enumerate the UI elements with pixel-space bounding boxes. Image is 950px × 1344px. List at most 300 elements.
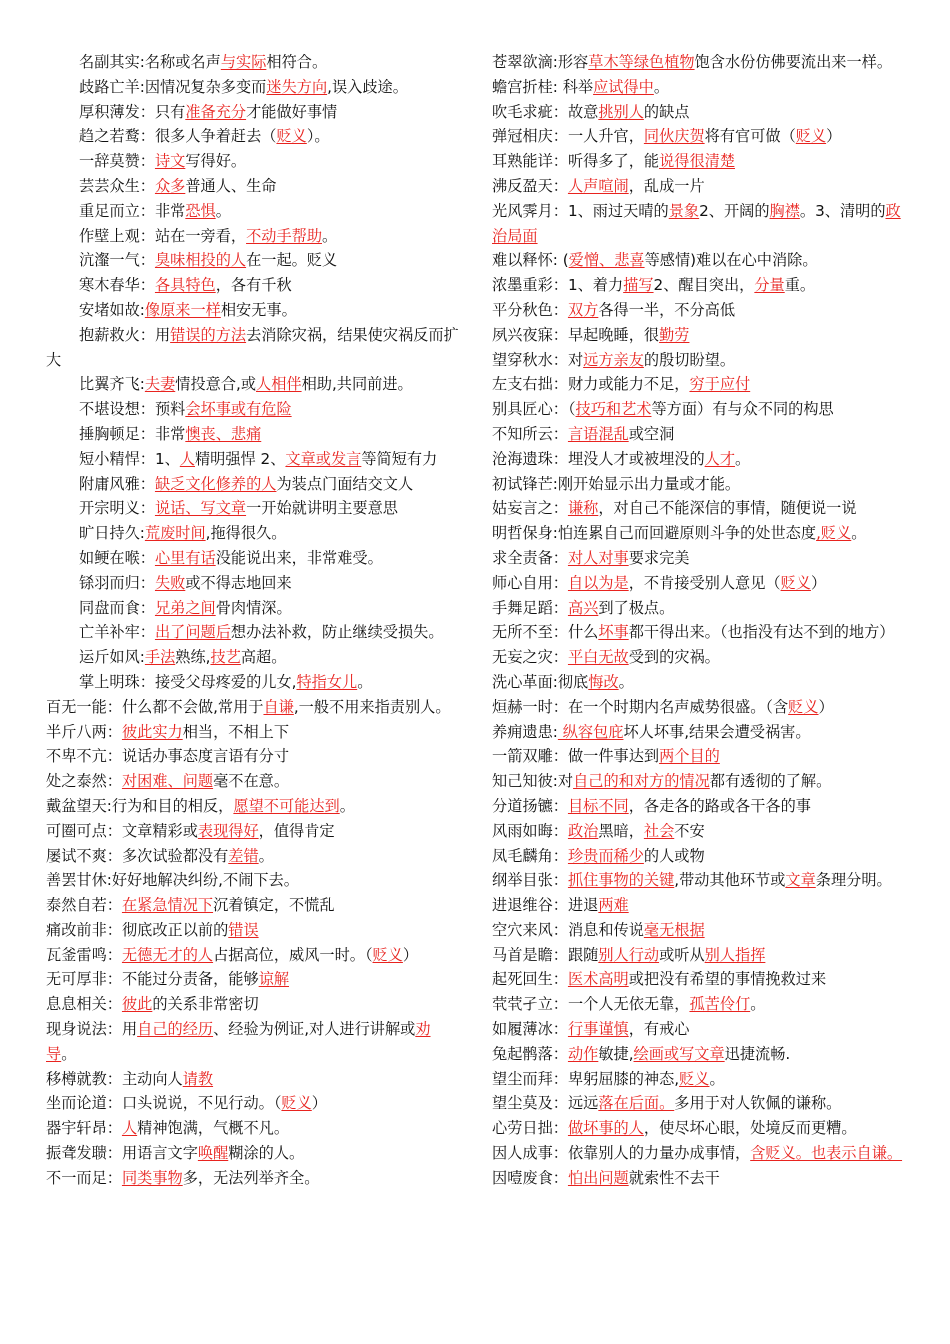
idiom-entry (492, 967, 905, 992)
idiom-term-and-definition: 知己知彼:对 (492, 772, 574, 791)
idiom-term-and-definition: 亡羊补牢： (79, 623, 155, 642)
idiom-term-and-definition: 可圈可点：文章精彩或 (46, 821, 198, 840)
definition-text: ，各走各的路或各干各的事 (628, 796, 811, 815)
definition-text: 去消除灾祸，结果使灾祸反而扩大 (46, 325, 459, 369)
definition-text: 。 (735, 449, 751, 468)
highlighted-keyword: 失败 (154, 573, 186, 592)
idiom-entry (46, 596, 459, 621)
idiom-entry (46, 992, 459, 1017)
idiom-entry (492, 546, 905, 571)
highlighted-keyword: 分量 (754, 276, 785, 295)
definition-text: 坏人坏事,结果会遭受祸害。 (623, 722, 811, 741)
idiom-entry (46, 1091, 459, 1116)
highlighted-keyword: 会坏事或有危险 (185, 400, 292, 419)
idiom-term-and-definition: 捶胸顿足：非常 (79, 424, 186, 443)
definition-text: ） (818, 697, 834, 716)
highlighted-keyword: 怕出问题 (567, 1168, 629, 1187)
definition-text: ,一般不用来指责别人。 (293, 697, 451, 716)
highlighted-keyword: 彼此实力 (121, 722, 183, 741)
idiom-entry (492, 794, 905, 819)
definition-text: 2、开阔的 (699, 201, 770, 220)
idiom-entry (492, 298, 905, 323)
highlighted-keyword: 自己的和对方的情况 (573, 772, 710, 791)
idiom-term-and-definition: 兔起鹘落： (492, 1044, 568, 1063)
idiom-term-and-definition: 茕茕孑立：一个人无依无靠， (492, 995, 690, 1014)
idiom-term-and-definition: 左支右拙：财力或能力不足， (492, 375, 690, 394)
idiom-entry (492, 1166, 905, 1191)
highlighted-keyword: 政治局面 (492, 201, 901, 245)
highlighted-keyword: 人才 (704, 449, 735, 468)
idiom-entry (492, 1067, 905, 1092)
definition-text: 不安 (674, 821, 705, 840)
highlighted-keyword: 愿望不可能达到 (233, 796, 340, 815)
highlighted-keyword: 劝导 (46, 1020, 431, 1063)
idiom-term-and-definition: 不知所云： (492, 424, 568, 443)
idiom-entry (46, 868, 459, 893)
idiom-entry (492, 472, 905, 497)
idiom-entry (492, 149, 905, 174)
definition-text: 受到的灾祸。 (628, 648, 720, 667)
idiom-term-and-definition: 起死回生： (492, 970, 568, 989)
highlighted-keyword: 落在后面。 (598, 1094, 675, 1113)
definition-text: 相当，不相上下 (182, 722, 289, 741)
highlighted-keyword: 两个目的 (659, 747, 720, 766)
idiom-entry (46, 1141, 459, 1166)
highlighted-keyword: 无德无才的人 (121, 945, 214, 964)
highlighted-keyword: 迷失方向 (266, 77, 328, 96)
highlighted-keyword: 贬义 (788, 697, 819, 716)
idiom-term-and-definition: 芸芸众生： (79, 176, 155, 195)
highlighted-keyword: 众多 (154, 176, 186, 195)
idiom-entry (46, 670, 459, 695)
idiom-term-and-definition: 难以释怀: ( (492, 251, 569, 270)
idiom-entry (492, 1042, 905, 1067)
highlighted-keyword: 出了问题后 (154, 623, 231, 642)
idiom-term-and-definition: 器宇轩昂： (46, 1119, 122, 1138)
idiom-term-and-definition: 手舞足蹈： (492, 598, 568, 617)
idiom-term-and-definition: 烜赫一时：在一个时期内名声威势很盛。（含 (492, 697, 789, 716)
idiom-entry (492, 893, 905, 918)
highlighted-keyword: 技艺 (210, 648, 241, 667)
highlighted-keyword: 表现得好 (197, 821, 259, 840)
idiom-term-and-definition: 不卑不亢：说话办事态度言语有分寸 (46, 747, 289, 766)
idiom-entry (46, 967, 459, 992)
idiom-term-and-definition: 分道扬镳： (492, 796, 568, 815)
highlighted-keyword: 胸襟 (769, 201, 800, 220)
highlighted-keyword: 像原来一样 (144, 300, 221, 319)
idiom-entry (46, 372, 459, 397)
idiom-entry (492, 645, 905, 670)
idiom-term-and-definition: 运斤如风: (79, 648, 145, 667)
idiom-entry (492, 670, 905, 695)
highlighted-keyword: 荒废时间 (144, 524, 206, 543)
idiom-term-and-definition: 坐而论道：口头说说，不见行动。（ (46, 1094, 282, 1113)
idiom-term-and-definition: 半斤八两： (46, 722, 122, 741)
definition-text: 。 (653, 77, 670, 96)
idiom-term-and-definition: 附庸风雅： (79, 474, 155, 493)
definition-text: 想办法补救，防止继续受损失。 (230, 623, 444, 642)
idiom-term-and-definition: 纲举目张： (492, 871, 568, 890)
highlighted-keyword: 自己的经历 (137, 1020, 214, 1039)
definition-text: ，值得肯定 (258, 821, 335, 840)
definition-text: ） (810, 573, 827, 592)
highlighted-keyword: 平白无故 (567, 648, 629, 667)
definition-text: 或空洞 (628, 424, 675, 443)
highlighted-keyword: 做坏事的人 (567, 1119, 644, 1138)
idiom-entry (46, 1017, 459, 1067)
highlighted-keyword: 同类事物 (121, 1168, 183, 1187)
definition-text: 精明强悍 2、 (194, 449, 286, 468)
idiom-entry (492, 620, 905, 645)
highlighted-keyword: 对人对事 (567, 548, 629, 567)
highlighted-keyword: 别人行动 (598, 945, 660, 964)
definition-text: ，各有千秋 (215, 276, 292, 295)
idiom-entry (492, 422, 905, 447)
idiom-entry (46, 248, 459, 273)
highlighted-keyword: 景象 (668, 201, 700, 220)
idiom-entry (492, 348, 905, 373)
idiom-entry (46, 75, 459, 100)
idiom-term-and-definition: 息息相关： (46, 995, 122, 1014)
highlighted-keyword: 坏事 (598, 623, 629, 642)
idiom-term-and-definition: 浓墨重彩：1、着力 (492, 276, 624, 295)
highlighted-keyword: 在紧急情况下 (121, 896, 214, 915)
idiom-entry (46, 819, 459, 844)
idiom-entry (492, 868, 905, 893)
highlighted-keyword: 同伙庆贺 (643, 127, 705, 146)
idiom-term-and-definition: 求全责备： (492, 548, 568, 567)
definition-text: 。 (851, 524, 867, 543)
idiom-entry (492, 819, 905, 844)
highlighted-keyword: 社会 (643, 821, 675, 840)
highlighted-keyword: 恐惧 (185, 201, 216, 220)
definition-text: 相安无事。 (220, 300, 297, 319)
idiom-term-and-definition: 百无一能：什么都不会做,常用于 (46, 697, 264, 716)
idiom-entry (492, 447, 905, 472)
definition-text: 。 (618, 672, 634, 691)
definition-text: 重。 (784, 276, 816, 295)
idiom-entry (492, 918, 905, 943)
definition-text: 等简短有力 (361, 449, 438, 468)
highlighted-keyword: 心里有话 (154, 548, 216, 567)
definition-text: 各得一半，不分高低 (598, 300, 735, 319)
highlighted-keyword: 高兴 (567, 598, 599, 617)
highlighted-keyword: 人声喧闹 (567, 176, 629, 195)
idiom-entry (492, 323, 905, 348)
definition-text: 或不得志地回来 (185, 573, 292, 592)
idiom-term-and-definition: 如履薄冰： (492, 1020, 568, 1039)
highlighted-keyword: 悔改 (588, 672, 619, 691)
highlighted-keyword: 爱憎、悲喜 (568, 251, 645, 270)
idiom-entry (46, 496, 459, 521)
idiom-term-and-definition: 沆瀣一气： (79, 251, 155, 270)
definition-text: 条理分明。 (815, 871, 892, 890)
highlighted-keyword: 各具特色 (154, 276, 216, 295)
idiom-entry (46, 943, 459, 968)
highlighted-keyword: 毫无根据 (643, 920, 705, 939)
idiom-entry (492, 174, 905, 199)
definition-text: 情投意合,或 (175, 375, 257, 394)
definition-text: ,误入歧途。 (327, 77, 408, 96)
idiom-term-and-definition: 安堵如故: (79, 300, 145, 319)
definition-text: ，不肯接受别人意见（ (628, 573, 781, 592)
highlighted-keyword: 挑别人 (598, 102, 644, 121)
highlighted-keyword: 懊丧、悲痛 (185, 424, 262, 443)
highlighted-keyword: 自谦 (263, 697, 294, 716)
definition-text: 多，无法列举齐全。 (182, 1168, 320, 1187)
definition-text: 。 (61, 1044, 77, 1063)
idiom-entry (492, 372, 905, 397)
definition-text: 。3、清明的 (799, 201, 886, 220)
right-column (492, 50, 905, 1191)
highlighted-keyword: 应试得中 (593, 77, 654, 96)
highlighted-keyword: 珍贵而稀少 (567, 846, 644, 865)
idiom-term-and-definition: 名副其实:名称或名声 (79, 53, 221, 71)
idiom-term-and-definition: 无可厚非：不能过分责备，能够 (46, 970, 259, 989)
idiom-entry (492, 943, 905, 968)
highlighted-keyword: 人 (179, 449, 195, 468)
idiom-entry (492, 50, 905, 75)
idiom-term-and-definition: 屡试不爽：多次试验都没有 (46, 846, 229, 865)
idiom-term-and-definition: 洗心革面:彻底 (492, 672, 589, 691)
highlighted-keyword: 绘画或写文章 (633, 1044, 725, 1063)
idiom-entry (492, 397, 905, 422)
idiom-entry (46, 844, 459, 869)
idiom-entry (492, 273, 905, 298)
idiom-entry (46, 1067, 459, 1092)
definition-text: 都干得出来。（也指没有达不到的地方） (628, 623, 895, 642)
idiom-entry (46, 695, 459, 720)
idiom-entry (46, 620, 459, 645)
idiom-entry (492, 521, 905, 546)
definition-text: 骨肉情深。 (215, 598, 292, 617)
idiom-entry (46, 50, 459, 75)
idiom-entry (46, 224, 459, 249)
definition-text: ） (826, 127, 842, 146)
definition-text: 沉着镇定，不慌乱 (213, 896, 335, 915)
idiom-term-and-definition: 初试锋芒:刚开始显示出力量或才能。 (492, 474, 741, 493)
idiom-term-and-definition: 平分秋色： (492, 300, 568, 319)
highlighted-keyword: 描写 (623, 276, 654, 295)
idiom-term-and-definition: 瓦釜雷鸣： (46, 945, 122, 964)
definition-text: 占据高位，威风一时。（ (213, 945, 373, 964)
definition-text: 迅捷流畅. (724, 1044, 791, 1063)
idiom-entry (46, 893, 459, 918)
idiom-term-and-definition: 沧海遗珠：埋没人才或被埋没的 (492, 449, 705, 468)
definition-text: 饱含水份仿佛要流出来一样。 (694, 53, 892, 71)
highlighted-keyword: 夫妻 (144, 375, 176, 394)
highlighted-keyword: 唤醒 (197, 1144, 229, 1163)
definition-text: 。 (357, 672, 373, 691)
idiom-entry (46, 1116, 459, 1141)
idiom-entry (492, 744, 905, 769)
highlighted-keyword: 贬义 (780, 573, 811, 592)
idiom-entry (46, 720, 459, 745)
idiom-entry (46, 447, 459, 472)
highlighted-keyword: 错误的方法 (170, 325, 247, 344)
highlighted-keyword: 双方 (567, 300, 599, 319)
definition-text: 。 (709, 1069, 725, 1088)
definition-text: 相符合。 (266, 53, 328, 71)
highlighted-keyword: 纵容包庇 (557, 722, 624, 741)
highlighted-keyword: 与实际 (220, 53, 267, 71)
definition-text: 高超。 (240, 648, 287, 667)
idiom-term-and-definition: 心劳日拙： (492, 1119, 568, 1138)
highlighted-keyword: 贬义 (795, 127, 827, 146)
idiom-entry (492, 100, 905, 125)
idiom-entry (492, 769, 905, 794)
idiom-term-and-definition: 弹冠相庆：一人升官， (492, 127, 644, 146)
definition-text: ，对自己不能深信的事情，随便说一说 (598, 499, 857, 518)
idiom-term-and-definition: 蟾宫折桂: 科举 (492, 77, 594, 96)
idiom-term-and-definition: 望穿秋水：对 (492, 350, 584, 369)
highlighted-keyword: 贬义 (372, 945, 403, 964)
definition-text: 的缺点 (643, 102, 690, 121)
idiom-term-and-definition: 进退维谷：进退 (492, 896, 599, 915)
idiom-term-and-definition: 风雨如晦： (492, 821, 568, 840)
idiom-term-and-definition: 如鲠在喉： (79, 548, 155, 567)
definition-text: 就索性不去干 (628, 1168, 720, 1187)
highlighted-keyword: 特指女儿 (296, 672, 358, 691)
definition-text: 等方面）有与众不同的构思 (651, 400, 834, 419)
definition-text: 要求完美 (628, 548, 690, 567)
idiom-term-and-definition: 夙兴夜寐：早起晚睡，很 (492, 325, 660, 344)
idiom-entry (46, 1166, 459, 1191)
highlighted-keyword: 谅解 (258, 970, 289, 989)
idiom-entry (46, 744, 459, 769)
idiom-term-and-definition: 因人成事：依靠别人的力量办成事情， (492, 1144, 751, 1163)
highlighted-keyword: 说得很清楚 (659, 152, 735, 171)
idiom-entry (46, 298, 459, 323)
idiom-entry (492, 1091, 905, 1116)
highlighted-keyword: 贬义 (281, 1094, 312, 1113)
highlighted-keyword: 远方亲友 (583, 350, 644, 369)
idiom-entry (492, 124, 905, 149)
highlighted-keyword: 文章 (785, 871, 816, 890)
idiom-term-and-definition: 抱薪救火：用 (79, 325, 171, 344)
idiom-term-and-definition: 善罢甘休:好好地解决纠纷,不闹下去。 (46, 871, 299, 890)
definition-text: 、经验为例证,对人进行讲解或 (213, 1020, 416, 1039)
idiom-term-and-definition: 不堪设想：预料 (79, 400, 186, 419)
definition-text: 才能做好事情 (246, 102, 338, 121)
definition-text: ） (311, 1094, 327, 1113)
idiom-entry (46, 100, 459, 125)
definition-text: ,拖得很久。 (205, 524, 287, 543)
highlighted-keyword: 谦称 (567, 499, 599, 518)
highlighted-keyword: 孤苦伶仃 (689, 995, 751, 1014)
highlighted-keyword: 行事谨慎 (567, 1020, 629, 1039)
idiom-term-and-definition: 姑妄言之： (492, 499, 568, 518)
definition-text: 都有透彻的了解。 (709, 772, 832, 791)
idiom-entry (46, 918, 459, 943)
highlighted-keyword: 贬义 (276, 127, 307, 146)
idiom-entry (492, 695, 905, 720)
idiom-entry (46, 422, 459, 447)
highlighted-keyword: 草木等绿色植物 (588, 53, 695, 71)
idiom-term-and-definition: 现身说法：用 (46, 1020, 138, 1039)
idiom-term-and-definition: 旷日持久: (79, 524, 145, 543)
highlighted-keyword: ,贬义 (816, 524, 852, 543)
idiom-entry (46, 273, 459, 298)
idiom-entry (492, 1141, 905, 1166)
highlighted-keyword: 目标不同 (567, 796, 629, 815)
idiom-term-and-definition: 因噎废食： (492, 1168, 568, 1187)
idiom-entry (46, 769, 459, 794)
highlighted-keyword: 人 (121, 1119, 138, 1138)
idiom-entry (492, 720, 905, 745)
idiom-term-and-definition: 空穴来风：消息和传说 (492, 920, 644, 939)
definition-text: 一开始就讲明主要意思 (246, 499, 398, 518)
idiom-term-and-definition: 一辞莫赞： (79, 152, 155, 171)
idiom-term-and-definition: 处之泰然： (46, 772, 122, 791)
definition-text: ） (402, 945, 419, 964)
idiom-entry (492, 496, 905, 521)
definition-text: 的人或物 (643, 846, 705, 865)
highlighted-keyword: 缺乏文化修养的人 (154, 474, 277, 493)
idiom-term-and-definition: 移樽就教：主动向人 (46, 1069, 183, 1088)
idiom-entry (492, 844, 905, 869)
definition-text: ，使尽坏心眼，处境反而更糟。 (643, 1119, 857, 1138)
idiom-term-and-definition: 振聋发聩：用语言文字 (46, 1144, 198, 1163)
idiom-term-and-definition: 望尘莫及：远远 (492, 1094, 599, 1113)
idiom-term-and-definition: 戴盆望天:行为和目的相反， (46, 796, 234, 815)
highlighted-keyword: 臭味相投的人 (154, 251, 247, 270)
idiom-entry (46, 794, 459, 819)
idiom-entry (46, 645, 459, 670)
highlighted-keyword: 文章或发言 (285, 449, 362, 468)
left-column (46, 50, 459, 1191)
definition-text: 或把没有希望的事情挽救过来 (628, 970, 827, 989)
idiom-term-and-definition: 明哲保身:怕连累自己而回避原则斗争的处世态度 (492, 524, 817, 543)
definition-text: 没能说出来，非常难受。 (215, 548, 383, 567)
idiom-entry (492, 596, 905, 621)
idiom-term-and-definition: 泰然自若： (46, 896, 122, 915)
definition-text: 写得好。 (185, 152, 247, 171)
highlighted-keyword: 言语混乱 (567, 424, 629, 443)
idiom-term-and-definition: 苍翠欲滴:形容 (492, 53, 589, 71)
highlighted-keyword: 诗文 (154, 152, 186, 171)
highlighted-keyword: 对困难、问题 (121, 772, 214, 791)
idiom-entry (46, 149, 459, 174)
idiom-term-and-definition: 别具匠心：（ (492, 400, 576, 419)
idiom-term-and-definition: 无妄之灾： (492, 648, 568, 667)
idiom-entry (46, 546, 459, 571)
highlighted-keyword: 穷于应付 (689, 375, 751, 394)
idiom-entry (492, 199, 905, 249)
highlighted-keyword: 请教 (182, 1069, 214, 1088)
definition-text: 。 (750, 995, 766, 1014)
definition-text: 精神饱满，气概不凡。 (137, 1119, 289, 1138)
highlighted-keyword: 说话、写文章 (154, 499, 247, 518)
idiom-entry (492, 1116, 905, 1141)
idiom-term-and-definition: 师心自用： (492, 573, 568, 592)
idiom-entry (492, 571, 905, 596)
highlighted-keyword: 勤劳 (659, 325, 690, 344)
idiom-term-and-definition: 趋之若鹜：很多人争着赶去（ (79, 127, 277, 146)
definition-text: 等感情)难以在心中消除。 (644, 251, 818, 270)
idiom-term-and-definition: 寒木春华： (79, 276, 155, 295)
highlighted-keyword: 医术高明 (567, 970, 629, 989)
definition-text: 相助,共同前进。 (301, 375, 413, 394)
idiom-term-and-definition: 吹毛求疵：故意 (492, 102, 599, 121)
definition-text: 的殷切盼望。 (643, 350, 735, 369)
idiom-term-and-definition: 掌上明珠：接受父母疼爱的儿女, (79, 672, 297, 691)
definition-text: 敏捷, (598, 1044, 634, 1063)
definition-text: 在一起。贬义 (246, 251, 338, 270)
definition-text: 毫不在意。 (213, 772, 289, 791)
definition-text: 普通人、生命 (185, 176, 277, 195)
highlighted-keyword: 贬义 (679, 1069, 710, 1088)
